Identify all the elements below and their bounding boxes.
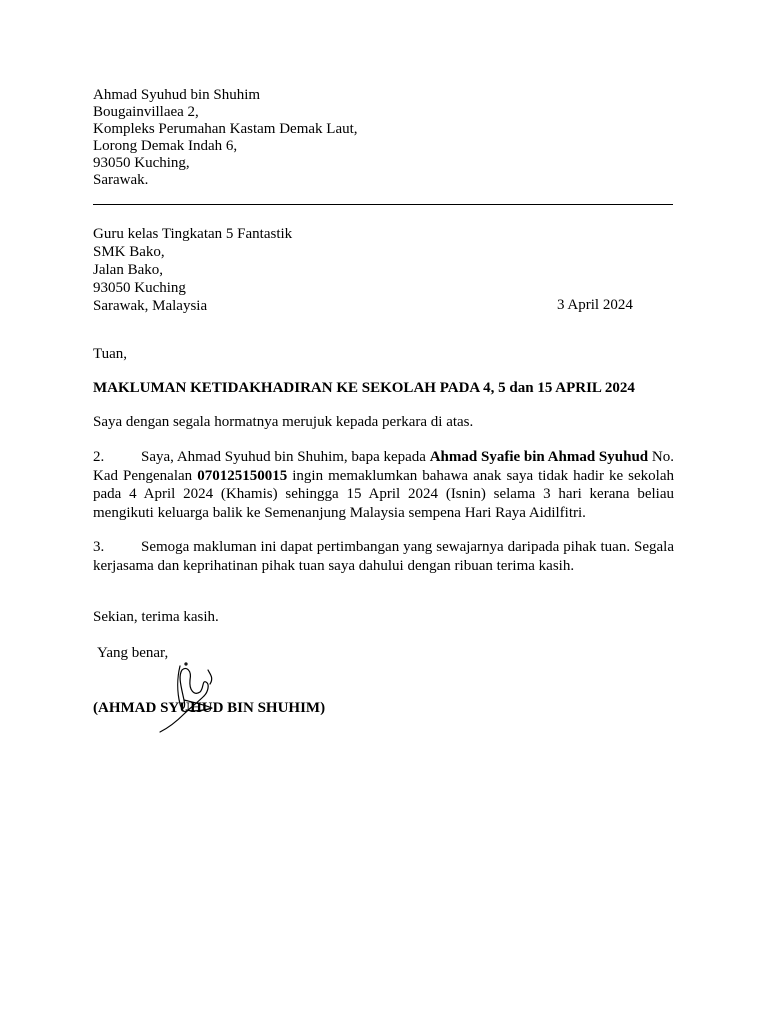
regards-line: Yang benar, <box>97 645 169 661</box>
recipient-line: SMK Bako, <box>93 244 165 260</box>
paragraph-text: Saya, Ahmad Syuhud bin Shuhim, bapa kepada <box>141 449 430 465</box>
recipient-line: 93050 Kuching <box>93 280 186 296</box>
recipient-line: Sarawak, Malaysia <box>93 298 208 314</box>
recipient-address-block <box>93 225 292 315</box>
paragraph-text: Semoga makluman ini dapat pertimbangan yang sewajarnya daripada pihak tuan. Segala kerjasama dan keprihatinan pihak tuan saya dahului dengan ribuan terima kasih. <box>93 539 674 574</box>
paragraph-3 <box>93 538 674 575</box>
intro-paragraph: Saya dengan segala hormatnya merujuk kepada perkara di atas. <box>93 414 474 430</box>
letter-date: 3 April 2024 <box>557 297 633 313</box>
signer-name: (AHMAD SYUHUD BIN SHUHIM) <box>93 700 326 716</box>
sender-address-line: Kompleks Perumahan Kastam Demak Laut, <box>93 121 358 137</box>
recipient-line: Guru kelas Tingkatan 5 Fantastik <box>93 226 293 242</box>
sender-address-line: 93050 Kuching, <box>93 155 190 171</box>
paragraph-number: 3. <box>93 539 105 555</box>
closing-line: Sekian, terima kasih. <box>93 609 219 625</box>
paragraph-text: ingin memaklumkan bahawa anak saya tidak hadir ke sekolah pada 4 April 2024 (Khamis) sehingga 15 April 2024 (Isnin) selama 3 hari kerana beliau mengikuti keluarga balik ke Semenanjung Malaysia sempena Hari Raya Aidilfitri. <box>93 467 675 521</box>
ic-number: 070125150015 <box>197 467 288 484</box>
salutation: Tuan, <box>93 346 128 362</box>
child-name: Ahmad Syafie bin Ahmad Syuhud <box>429 449 649 465</box>
handwritten-signature <box>150 656 230 736</box>
sender-address-line: Lorong Demak Indah 6, <box>93 138 238 154</box>
paragraph-text: No. Kad Pengenalan <box>93 449 674 484</box>
sender-name: Ahmad Syuhud bin Shuhim <box>93 87 261 103</box>
paragraph-number: 2. <box>93 449 105 465</box>
sender-address-block <box>93 87 358 189</box>
paragraph-2 <box>93 448 674 522</box>
sender-address-line: Sarawak. <box>93 172 149 188</box>
recipient-line: Jalan Bako, <box>93 262 163 278</box>
sender-address-line: Bougainvillaea 2, <box>93 104 199 120</box>
header-divider <box>93 204 673 205</box>
letter-subject: MAKLUMAN KETIDAKHADIRAN KE SEKOLAH PADA 4, 5 dan 15 APRIL 2024 <box>93 380 635 396</box>
